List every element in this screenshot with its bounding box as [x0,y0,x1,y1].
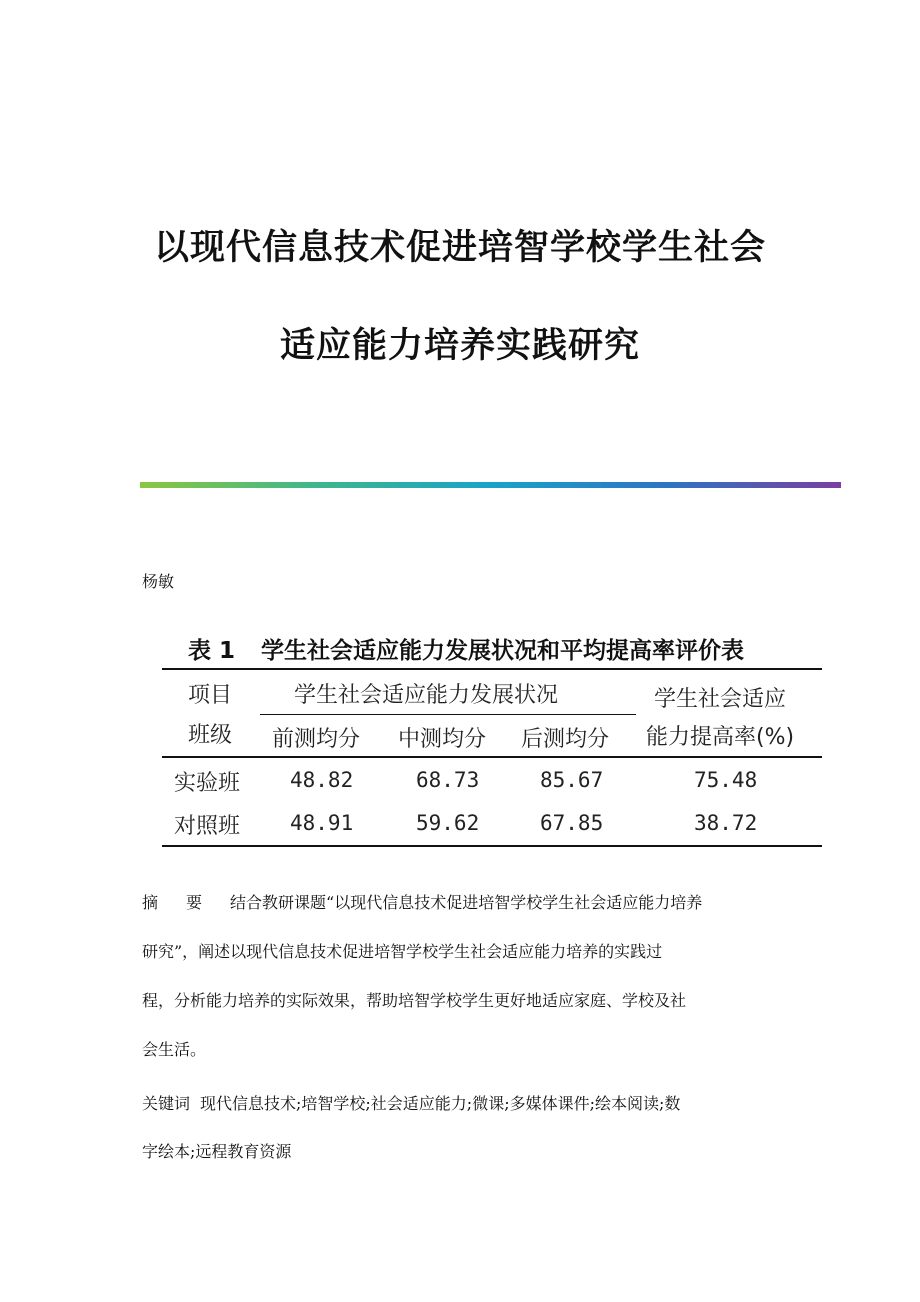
table-caption-number: 表 1 [188,638,236,664]
row-2-pre: 48.91 [290,811,354,835]
row-1-mid: 68.73 [416,768,480,792]
header-mid: 中测均分 [398,727,487,752]
abstract-line-3: 程，分析能力培养的实际效果，帮助培智学校学生更好地适应家庭、学校及社 [142,991,687,1010]
document-title-line-2: 适应能力培养实践研究 [279,326,640,366]
header-item: 项目 [188,683,233,708]
document-title-line-1: 以现代信息技术促进培智学校学生社会 [153,228,766,268]
header-pre: 前测均分 [272,727,361,752]
header-post: 后测均分 [521,727,610,752]
keywords-line-2: 字绘本;远程教育资源 [142,1142,292,1161]
gradient-divider [140,482,841,488]
keywords-line-1 [142,1096,680,1112]
header-group-underline [260,714,636,715]
keywords-text-1: 现代信息技术;培智学校;社会适应能力;微课;多媒体课件;绘本阅读;数 [200,1094,681,1113]
header-bottom-rule [162,756,822,758]
header-rate-line-1: 学生社会适应 [654,687,787,712]
abstract-text-1: 结合教研课题“以现代信息技术促进培智学校学生社会适应能力培养 [230,893,703,912]
table-caption [188,632,744,665]
row-2-rate: 38.72 [694,811,758,835]
row-1-pre: 48.82 [290,768,354,792]
header-class: 班级 [188,723,233,748]
header-group: 学生社会适应能力发展状况 [294,683,559,708]
header-rate-line-2: 能力提高率(%) [646,725,795,750]
row-2-mid: 59.62 [416,811,480,835]
abstract-line-4: 会生活。 [142,1040,207,1059]
row-2-class: 对照班 [174,814,241,839]
row-1-post: 85.67 [540,768,604,792]
row-2-post: 67.85 [540,811,604,835]
abstract-label-b: 要 [186,893,203,912]
results-table [162,668,822,847]
keywords-label: 关键词 [142,1094,191,1113]
author-name: 杨敏 [142,572,175,591]
table-caption-text: 学生社会适应能力发展状况和平均提高率评价表 [261,638,745,664]
abstract-label-a: 摘 [142,893,159,912]
abstract-line-2: 研究”，阐述以现代信息技术促进培智学校学生社会适应能力培养的实践过 [142,942,663,961]
abstract-line-1 [142,895,702,911]
row-1-rate: 75.48 [694,768,758,792]
row-1-class: 实验班 [174,771,241,796]
